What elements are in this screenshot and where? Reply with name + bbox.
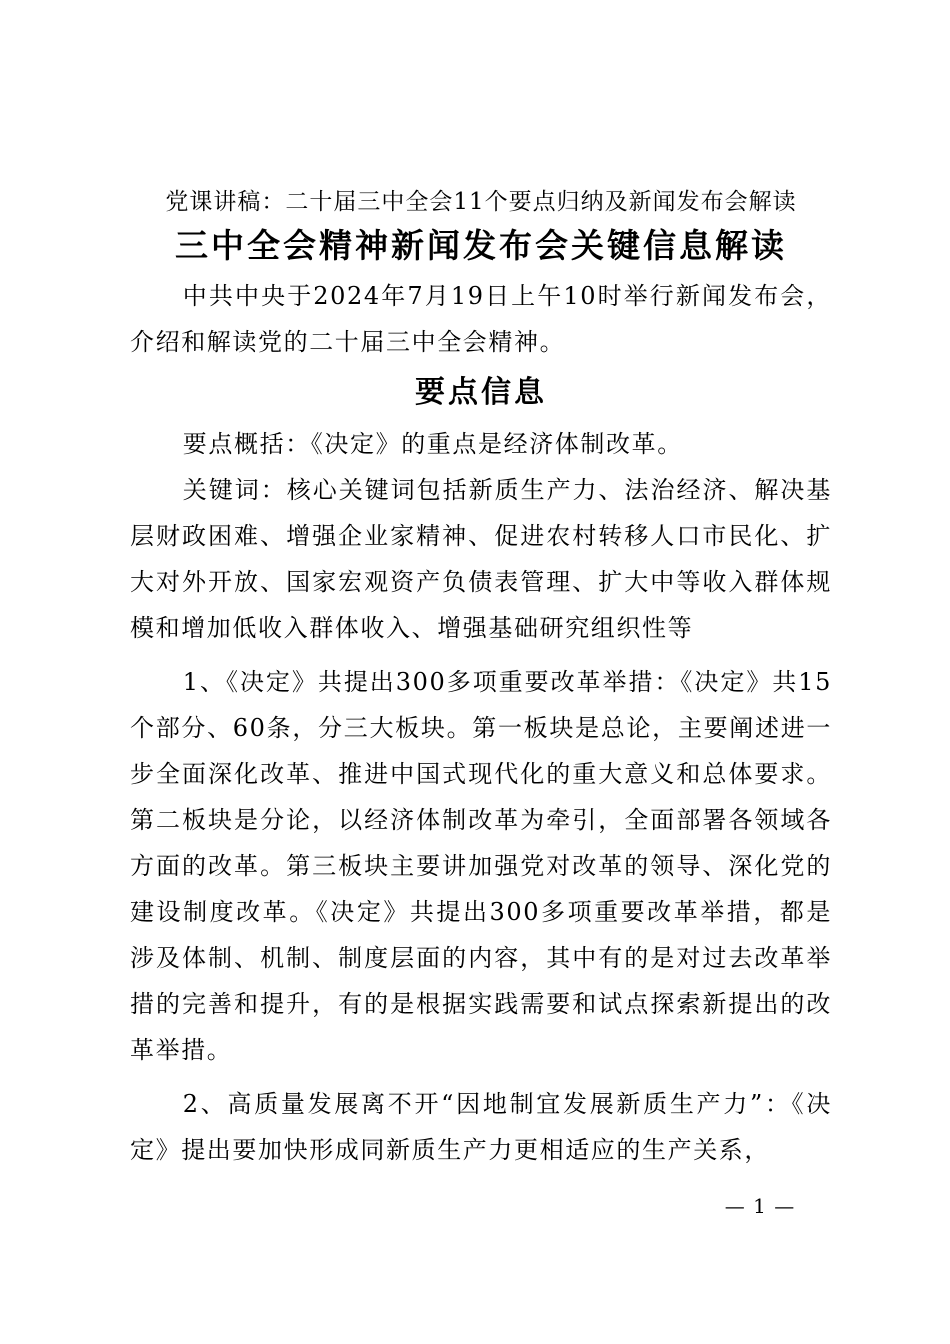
- summary-paragraph: 要点概括：《决定》的重点是经济体制改革。: [182, 430, 683, 458]
- intro-paragraph: 中共中央于2024年7月19日上午10时举行新闻发布会，介绍和解读党的二十届三中全会精神。: [130, 282, 832, 356]
- keywords-paragraph: 关键词：核心关键词包括新质生产力、法治经济、解决基层财政困难、增强企业家精神、促进农村转移人口市民化、扩大对外开放、国家宏观资产负债表管理、扩大中等收入群体规模和增加低收入群体收入、增强基础研究组织性等: [130, 476, 832, 642]
- point-2-paragraph: 2、高质量发展离不开“因地制宜发展新质生产力”：《决定》提出要加快形成同新质生产力更相适应的生产关系，: [130, 1090, 832, 1164]
- document-title: 三中全会精神新闻发布会关键信息解读: [175, 226, 787, 265]
- section-heading-key-points: 要点信息: [415, 375, 547, 410]
- page-number: — 1 —: [724, 1194, 796, 1218]
- document-body: [130, 185, 832, 1173]
- document-subtitle: 党课讲稿：二十届三中全会11个要点归纳及新闻发布会解读: [165, 189, 797, 215]
- point-1-paragraph: 1、《决定》共提出300多项重要改革举措：《决定》共15个部分、60条，分三大板块。第一板块是总论，主要阐述进一步全面深化改革、推进中国式现代化的重大意义和总体要求。第二板块是分论，以经济体制改革为牵引，全面部署各领域各方面的改革。第三板块主要讲加强党对改革的领导、深化党的建设制度改革。《决定》共提出300多项重要改革举措，都是涉及体制、机制、制度层面的内容，其中有的是对过去改革举措的完善和提升，有的是根据实践需要和试点探索新提出的改革举措。: [130, 668, 832, 1064]
